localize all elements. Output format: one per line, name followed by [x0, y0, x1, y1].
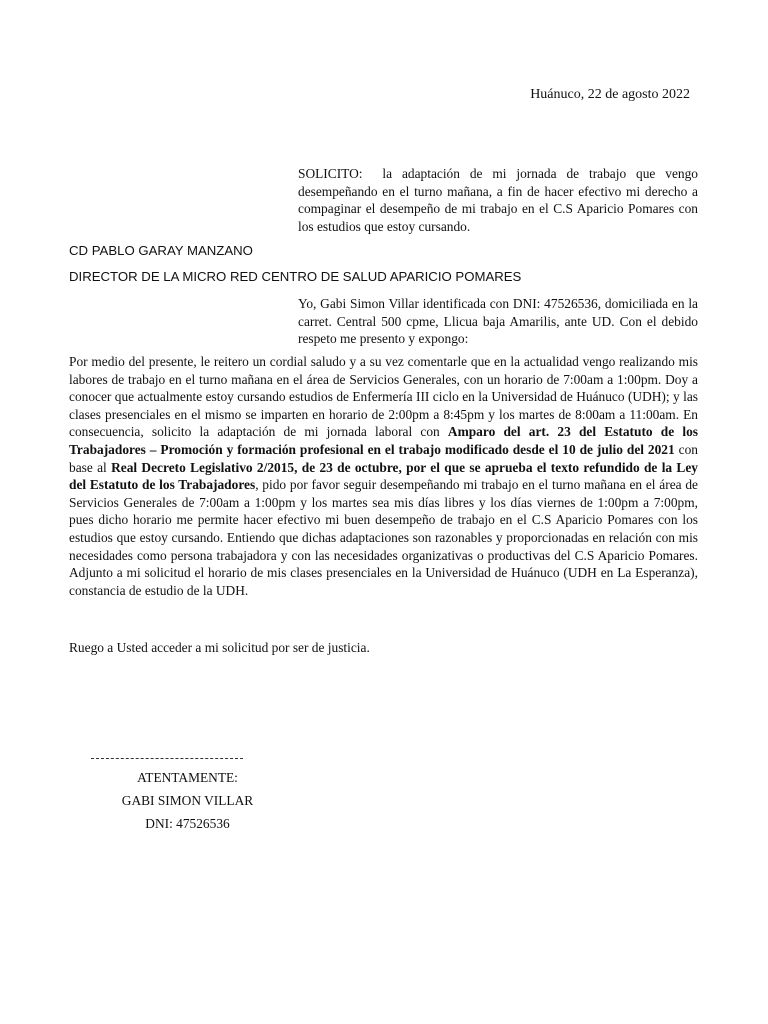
signature-block: [110, 766, 265, 835]
recipient-title: DIRECTOR DE LA MICRO RED CENTRO DE SALUD APARICIO POMARES: [69, 269, 522, 284]
signature-name: GABI SIMON VILLAR: [121, 793, 254, 808]
body-text-part2: con base al: [69, 441, 698, 475]
letter-date: Huánuco, 22 de agosto 2022: [530, 87, 690, 102]
body-bold-legal-reference-2: Real Decreto Legislativo 2/2015, de 23 de octubre, por el que se aprueba el texto refundido de la Ley del Estatuto de los Trabajadores: [69, 459, 698, 493]
recipient-name: CD PABLO GARAY MANZANO: [69, 243, 253, 258]
body-paragraph: [69, 353, 698, 599]
signature-dni: DNI: 47526536: [145, 816, 230, 831]
solicito-text: la adaptación de mi jornada de trabajo que vengo desempeñando en el turno mañana, a fin de hacer efectivo mi derecho a compaginar el desempeño de mi trabajo en el C.S Aparicio Pomares con los estudios que estoy cursando.: [298, 166, 698, 234]
body-bold-legal-reference-1: Amparo del art. 23 del Estatuto de los Trabajadores – Promoción y formación profesional en el trabajo modificado desde el 10 de julio del 2021: [69, 424, 698, 457]
presenter-paragraph: Yo, Gabi Simon Villar identificada con DNI: 47526536, domiciliada en la carret. Central 500 cpme, Llicua baja Amarilis, ante UD. Con el debido respeto me presento y expongo:: [298, 296, 698, 347]
body-text-part1: Por medio del presente, le reitero un cordial saludo y a su vez comentarle que en la actualidad vengo realizando mis labores de trabajo en el turno mañana en el área de Servicios Generales, con un horario de 7:00am a 1:00pm. Doy a conocer que actualmente estoy cursando estudios de Enfermería III ciclo en la Universidad de Huánuco (UDH); y las clases presenciales en el mismo se imparten en horario de 2:00pm a 8:45pm y los martes de 8:00am a 11:00am. En consecuencia, solicito la adaptación de mi jornada laboral con: [69, 354, 698, 440]
signature-dashed-line: [91, 758, 243, 759]
signature-salutation: ATENTAMENTE:: [137, 770, 238, 785]
body-text-part3: , pido por favor seguir desempeñando mi trabajo en el turno mañana en el área de Servicios Generales de 7:00am a 1:00pm y los martes sea mis días libres y los días viernes de 1:00pm a 7:00pm, pues dicho horario me permite hacer efectivo mi buen desempeño de trabajo en el C.S Aparicio Pomares con los estudios que estoy cursando. Entiendo que dichas adaptaciones son razonables y proporcionadas en relación con mis necesidades como persona trabajadora y con las necesidades organizativas o productivas del C.S Aparicio Pomares. Adjunto a mi solicitud el horario de mis clases presenciales en la Universidad de Huánuco (UDH en La Esperanza), constancia de estudio de la UDH.: [69, 477, 698, 598]
solicito-block: [298, 165, 698, 235]
solicito-label: SOLICITO:: [298, 166, 363, 181]
closing-line: Ruego a Usted acceder a mi solicitud por ser de justicia.: [69, 640, 370, 655]
